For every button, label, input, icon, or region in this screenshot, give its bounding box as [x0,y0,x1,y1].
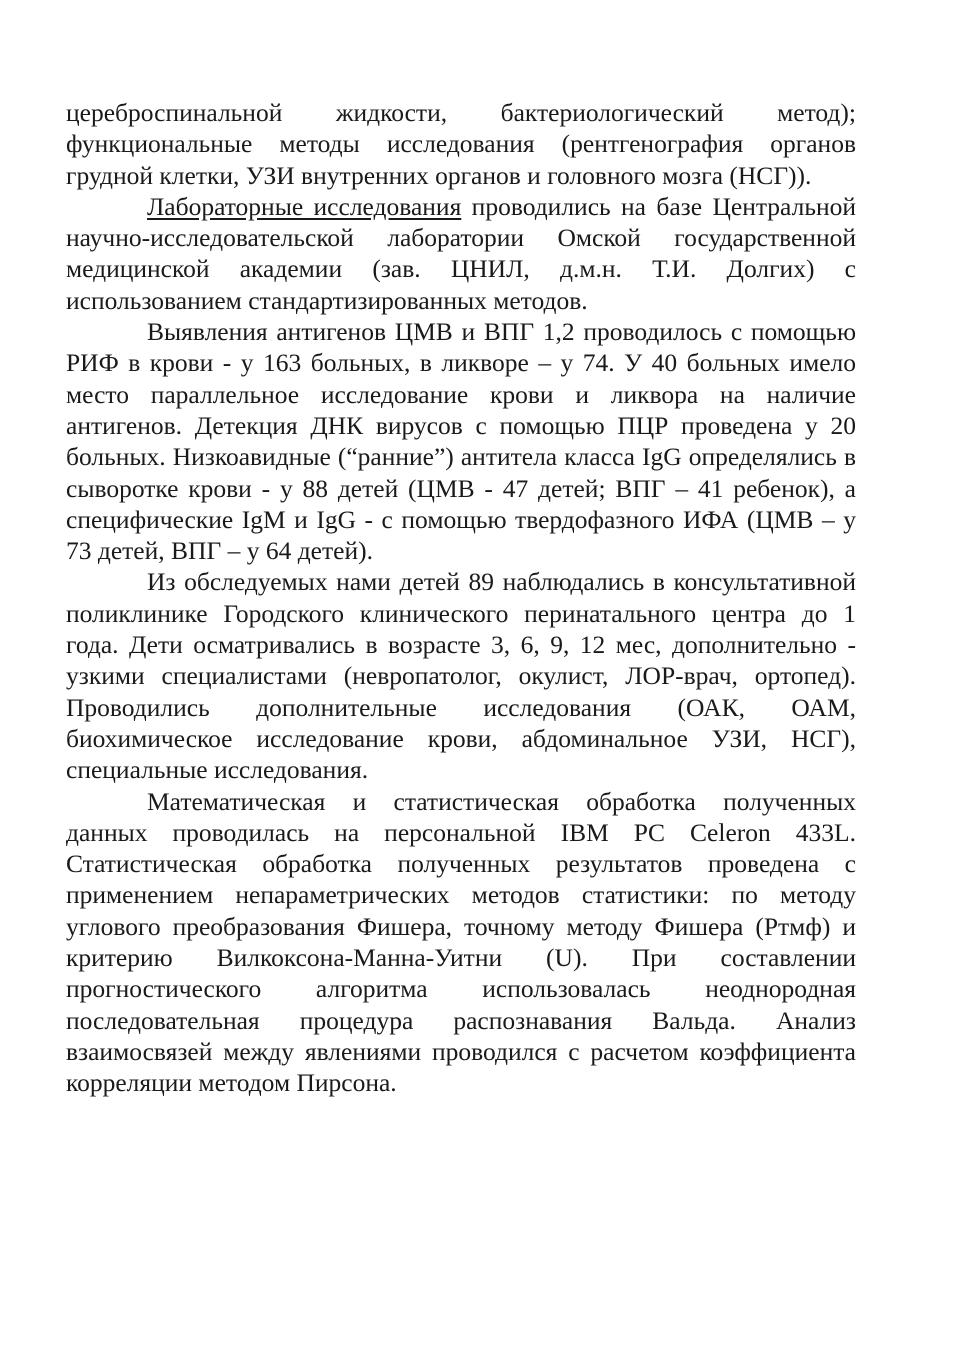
paragraph-laboratory [66,191,856,316]
paragraph-methods-continued [66,97,856,191]
paragraph-antigens [66,316,856,566]
paragraph-followup [66,566,856,785]
body-text [66,97,856,1099]
paragraph-text: Математическая и статистическая обработка полученных данных проводилась на персональной IBM PC Celeron 433L. Статистическая обработка полученных результатов проведена с применением непараметрических методов статистики: по методу углового преобразования Фишера, точному методу Фишера (Ртмф) и критерию Вилкоксона-Манна-Уитни (U). При составлении прогностического алгоритма использовалась неоднородная последовательная процедура распознавания Вальда. Анализ взаимосвязей между явлениями проводился с расчетом коэффициента корреляции методом Пирсона. [66,786,856,1098]
section-lead-underlined: Лабораторные исследования [147,191,462,221]
paragraph-text: проводились на базе Центральной научно-исследовательской лаборатории Омской государственной медицинской академии (зав. ЦНИЛ, д.м.н. Т.И. Долгих) с использованием стандартизированных методов. [66,191,856,315]
paragraph-statistics [66,786,856,1099]
paragraph-text: Выявления антигенов ЦМВ и ВПГ 1,2 проводилось с помощью РИФ в крови - у 163 больных, в ликворе – у 74. У 40 больных имело место параллельное исследование крови и ликвора на наличие антигенов. Детекция ДНК вирусов с помощью ПЦР проведена у 20 больных. Низкоавидные (“ранние”) антитела класса IgG определялись в сыворотке крови - у 88 детей (ЦМВ - 47 детей; ВПГ – 41 ребенок), а специфические IgM и IgG - с помощью твердофазного ИФА (ЦМВ – у 73 детей, ВПГ – у 64 детей). [66,317,856,566]
paragraph-text: цереброспинальной жидкости, бактериологический метод); функциональные методы исследования (рентгенография органов грудной клетки, УЗИ внутренних органов и головного мозга (НСГ)). [66,98,856,190]
paragraph-text: Из обследуемых нами детей 89 наблюдались в консультативной поликлинике Городского клинического перинатального центра до 1 года. Дети осматривались в возрасте 3, 6, 9, 12 мес, дополнительно - узкими специалистами (невропатолог, окулист, ЛОР-врач, ортопед). Проводились дополнительные исследования (ОАК, ОАМ, биохимическое исследование крови, абдоминальное УЗИ, НСГ), специальные исследования. [66,567,856,785]
